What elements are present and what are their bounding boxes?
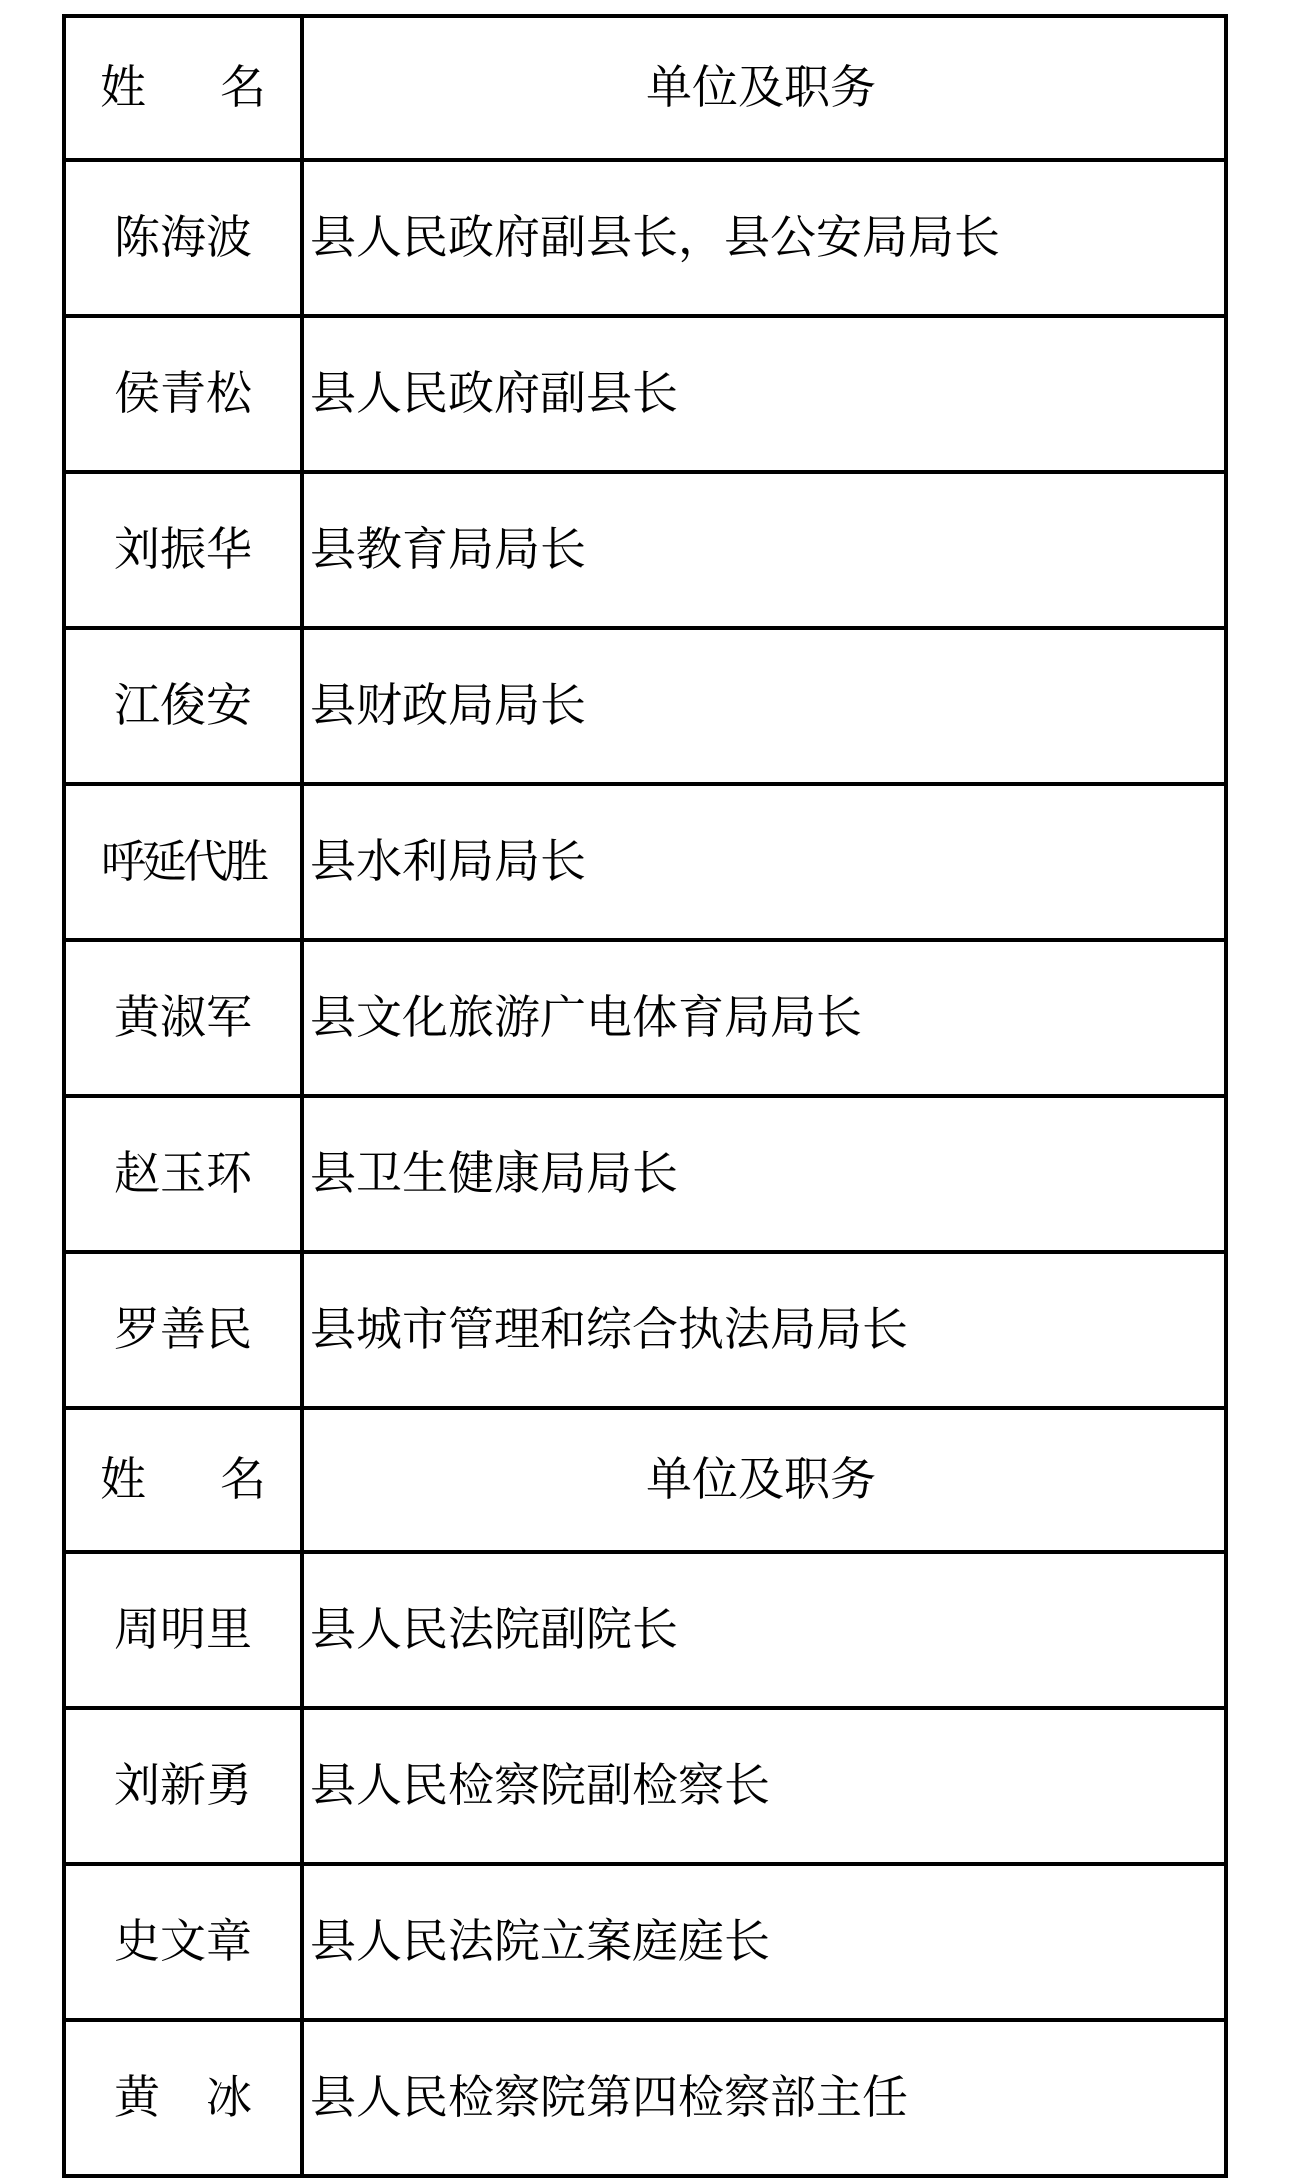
table-row [64,940,1226,1096]
cell-name: 侯青松 [64,316,302,472]
cell-name: 周明里 [64,1552,302,1708]
table-row [64,472,1226,628]
cell-title: 县人民法院副院长 [302,1552,1226,1708]
table-row [64,1096,1226,1252]
cell-title: 县水利局局长 [302,784,1226,940]
cell-name: 罗善民 [64,1252,302,1408]
cell-name: 史文章 [64,1864,302,2020]
table-row [64,316,1226,472]
table-row [64,160,1226,316]
cell-name: 呼延代胜 [64,784,302,940]
table-row [64,1708,1226,1864]
table-row [64,628,1226,784]
table-row [64,1252,1226,1408]
cell-title: 县人民政府副县长 [302,316,1226,472]
cell-name: 赵玉环 [64,1096,302,1252]
cell-title: 县城市管理和综合执法局局长 [302,1252,1226,1408]
cell-title: 县财政局局长 [302,628,1226,784]
cell-name: 刘新勇 [64,1708,302,1864]
table-header-row [64,1408,1226,1552]
cell-title: 县人民检察院第四检察部主任 [302,2020,1226,2176]
cell-name: 黄 冰 [64,2020,302,2176]
table-row [64,2020,1226,2176]
column-header-title: 单位及职务 [302,16,1226,160]
roster-table [62,14,1228,2178]
cell-title: 县卫生健康局局长 [302,1096,1226,1252]
roster-body [64,16,1226,2176]
cell-name: 陈海波 [64,160,302,316]
column-header-name: 姓 名 [64,1408,302,1552]
table-header-row [64,16,1226,160]
cell-title: 县文化旅游广电体育局局长 [302,940,1226,1096]
column-header-name: 姓 名 [64,16,302,160]
column-header-title: 单位及职务 [302,1408,1226,1552]
table-row [64,1864,1226,2020]
cell-name: 江俊安 [64,628,302,784]
cell-name: 刘振华 [64,472,302,628]
cell-title: 县人民法院立案庭庭长 [302,1864,1226,2020]
cell-title: 县人民检察院副检察长 [302,1708,1226,1864]
table-row [64,784,1226,940]
cell-title: 县人民政府副县长，县公安局局长 [302,160,1226,316]
cell-name: 黄淑军 [64,940,302,1096]
table-row [64,1552,1226,1708]
cell-title: 县教育局局长 [302,472,1226,628]
